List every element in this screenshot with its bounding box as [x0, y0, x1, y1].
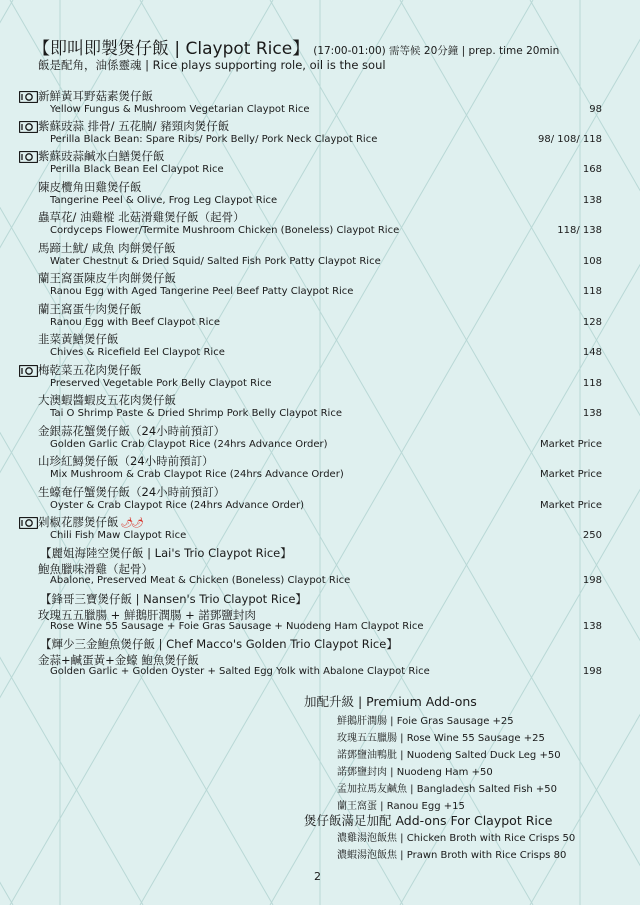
menu-item: [0, 392, 640, 424]
item-name-zh: 蟲草花/ 油雞樅 北菇滑雞煲仔飯（起骨）: [38, 210, 245, 224]
menu-item: [0, 148, 640, 180]
item-name-en: Chives & Ricefield Eel Claypot Rice: [50, 347, 225, 358]
item-price: 118: [582, 286, 602, 297]
item-name-en: Water Chestnut & Dried Squid/ Salted Fish Pork Patty Claypot Rice: [50, 256, 381, 267]
menu-item: [0, 331, 640, 363]
claypot-addon-item: 濃雞湯泡飯焦 | Chicken Broth with Rice Crisps 50: [337, 833, 576, 844]
item-name-en: Yellow Fungus & Mushroom Vegetarian Claypot Rice: [50, 104, 310, 115]
item-price: 128: [582, 317, 602, 328]
item-name-zh: 新鮮黃耳野菇素煲仔飯: [38, 89, 153, 103]
menu-item: [0, 423, 640, 455]
item-name-en: Preserved Vegetable Pork Belly Claypot Rice: [50, 378, 272, 389]
menu-item: [0, 179, 640, 211]
item-name-zh: 【鋒哥三寶煲仔飯 | Nansen's Trio Claypot Rice】 玫瑰五五臘腸 + 鮮鵝肝潤腸 + 諾鄧鹽封肉: [38, 592, 307, 622]
item-price: 118/ 138: [557, 225, 602, 236]
item-price: 98/ 108/ 118: [538, 134, 602, 145]
item-price: 168: [582, 164, 602, 175]
chef-recommend-icon: [19, 151, 38, 163]
claypot-addon-item: 濃蝦湯泡飯焦 | Prawn Broth with Rice Crisps 80: [337, 850, 567, 861]
item-price: 148: [582, 347, 602, 358]
chef-recommend-icon: [19, 365, 38, 377]
item-price: 98: [589, 104, 602, 115]
menu-item: [0, 636, 640, 680]
premium-addon-item: 玫瑰五五臘腸 | Rose Wine 55 Sausage +25: [337, 733, 545, 744]
item-name-zh: 紫蘇豉蒜鹹水白鱔煲仔飯: [38, 149, 165, 163]
item-name-zh: 【輝少三金鮑魚煲仔飯 | Chef Macco's Golden Trio Claypot Rice】 金蒜+鹹蛋黃+金蠔 鮑魚煲仔飯: [38, 637, 398, 667]
premium-addon-item: 鮮鵝肝潤腸 | Foie Gras Sausage +25: [337, 716, 514, 727]
premium-addon-item: 諾鄧鹽油鴨肶 | Nuodeng Salted Duck Leg +50: [337, 750, 561, 761]
item-name-zh: 大澳蝦醬蝦皮五花肉煲仔飯: [38, 393, 176, 407]
item-price: 138: [582, 195, 602, 206]
item-name-zh: 山珍紅鱘煲仔飯（24小時前預訂）: [38, 454, 214, 468]
menu-item: [0, 453, 640, 485]
item-name-zh: 蘭王窩蛋牛肉煲仔飯: [38, 302, 142, 316]
item-name-en: Golden Garlic Crab Claypot Rice (24hrs Advance Order): [50, 439, 328, 450]
item-price: Market Price: [540, 469, 602, 480]
item-name-en: Mix Mushroom & Crab Claypot Rice (24hrs Advance Order): [50, 469, 344, 480]
menu-item: [0, 545, 640, 589]
item-name-zh: 紫蘇豉蒜 排骨/ 五花腩/ 豬頸肉煲仔飯: [38, 119, 230, 133]
menu-item: [0, 484, 640, 516]
menu-item: [0, 88, 640, 120]
menu-item: [0, 362, 640, 394]
item-name-zh: 生蠔奄仔蟹煲仔飯（24小時前預訂）: [38, 485, 226, 499]
chef-recommend-icon: [19, 517, 38, 529]
item-name-zh: 【麗姐海陸空煲仔飯 | Lai's Trio Claypot Rice】 鮑魚臘味滑雞（起骨）: [38, 546, 292, 576]
chef-recommend-icon: [19, 91, 38, 103]
item-price: Market Price: [540, 500, 602, 511]
menu-item: [0, 514, 640, 546]
item-name-en: Ranou Egg with Beef Claypot Rice: [50, 317, 221, 328]
premium-addons-title: 加配升級 | Premium Add-ons: [304, 694, 477, 709]
item-name-zh: 金銀蒜花蟹煲仔飯（24小時前預訂）: [38, 424, 226, 438]
item-name-zh: 剁椒花膠煲仔飯 🌶🌶: [38, 515, 142, 529]
item-name-en: Cordyceps Flower/Termite Mushroom Chicken (Boneless) Claypot Rice: [50, 225, 400, 236]
item-name-en: Abalone, Preserved Meat & Chicken (Boneless) Claypot Rice: [50, 575, 351, 586]
item-name-en: Oyster & Crab Claypot Rice (24hrs Advance Order): [50, 500, 305, 511]
item-price: 138: [582, 621, 602, 632]
menu-header: [33, 34, 559, 59]
section-subtitle: 飯是配角，油係靈魂 | Rice plays supporting role, oil is the soul: [38, 58, 386, 72]
premium-addon-item: 諾鄧鹽封肉 | Nuodeng Ham +50: [337, 767, 493, 778]
premium-addon-item: 孟加拉馬友鹹魚 | Bangladesh Salted Fish +50: [337, 784, 558, 795]
item-name-zh: 陳皮欖角田雞煲仔飯: [38, 180, 142, 194]
premium-addon-item: 蘭王窩蛋 | Ranou Egg +15: [337, 801, 465, 812]
item-price: Market Price: [540, 439, 602, 450]
item-name-en: Golden Garlic + Golden Oyster + Salted Egg Yolk with Abalone Claypot Rice: [50, 666, 430, 677]
prep-time-note: (17:00-01:00) 需等候 20分鐘 | prep. time 20min: [313, 45, 560, 57]
item-price: 138: [582, 408, 602, 419]
chef-recommend-icon: [19, 121, 38, 133]
menu-item: [0, 591, 640, 635]
item-name-zh: 蘭王窩蛋陳皮牛肉餅煲仔飯: [38, 271, 176, 285]
menu-item: [0, 270, 640, 302]
menu-item: [0, 240, 640, 272]
menu-item: [0, 118, 640, 150]
item-price: 118: [582, 378, 602, 389]
item-name-en: Perilla Black Bean Eel Claypot Rice: [50, 164, 224, 175]
item-name-zh: 韭菜黃鱔煲仔飯: [38, 332, 119, 346]
item-name-zh: 梅乾菜五花肉煲仔飯: [38, 363, 142, 377]
item-name-zh: 馬蹄土魷/ 咸魚 肉餅煲仔飯: [38, 241, 176, 255]
item-name-en: Chili Fish Maw Claypot Rice: [50, 530, 187, 541]
item-name-en: Ranou Egg with Aged Tangerine Peel Beef Patty Claypot Rice: [50, 286, 354, 297]
item-name-en: Tangerine Peel & Olive, Frog Leg Claypot Rice: [50, 195, 278, 206]
page-number: 2: [314, 870, 321, 883]
claypot-addons-title: 煲仔飯滿足加配 Add-ons For Claypot Rice: [304, 813, 553, 828]
menu-item: [0, 209, 640, 241]
item-price: 198: [582, 666, 602, 677]
item-price: 250: [582, 530, 602, 541]
menu-item: [0, 301, 640, 333]
item-name-en: Rose Wine 55 Sausage + Foie Gras Sausage + Nuodeng Ham Claypot Rice: [50, 621, 424, 632]
item-name-en: Perilla Black Bean: Spare Ribs/ Pork Belly/ Pork Neck Claypot Rice: [50, 134, 378, 145]
chili-icon: 🌶🌶: [120, 518, 142, 529]
item-name-en: Tai O Shrimp Paste & Dried Shrimp Pork Belly Claypot Rice: [50, 408, 342, 419]
item-price: 108: [582, 256, 602, 267]
item-price: 198: [582, 575, 602, 586]
section-title: 【即叫即製煲仔飯 | Claypot Rice】: [33, 39, 310, 59]
